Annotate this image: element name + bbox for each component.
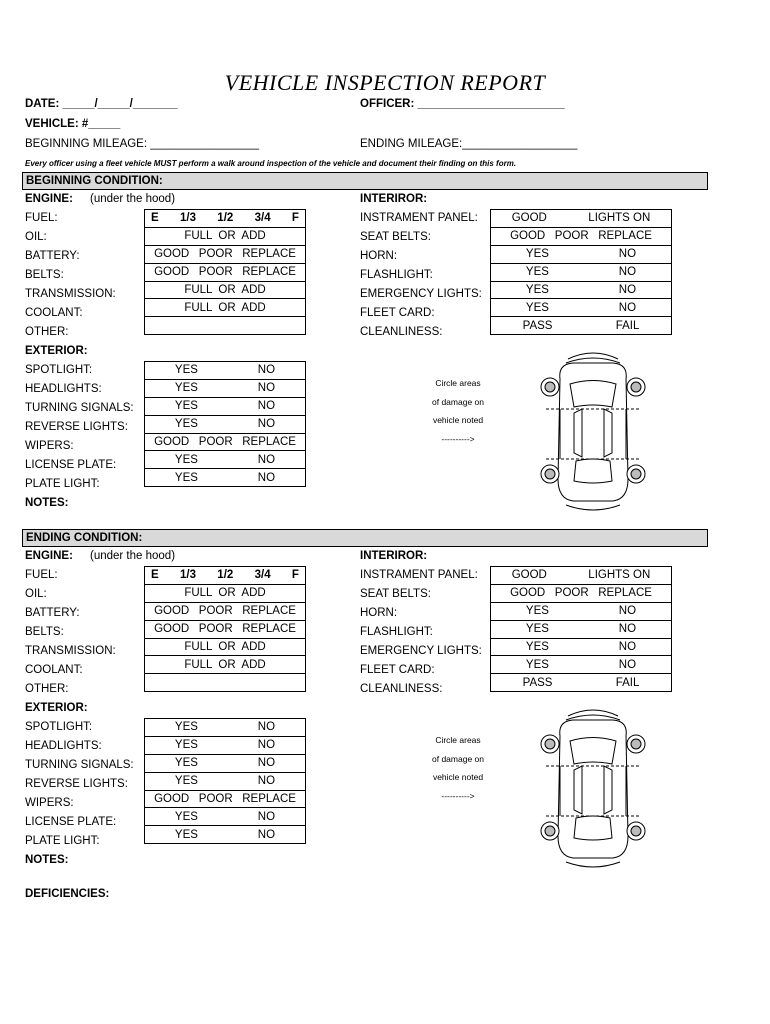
engine-row-label: OIL:: [25, 231, 47, 243]
exterior-table: [144, 361, 306, 487]
table-row: [145, 469, 306, 487]
interior-row-label: CLEANLINESS:: [360, 326, 443, 338]
option-label[interactable]: GOOD POOR REPLACE: [154, 248, 296, 261]
option-cell[interactable]: [145, 620, 306, 638]
option-label[interactable]: FULL OR ADD: [184, 658, 266, 671]
exterior-table: [144, 718, 306, 844]
engine-row-3-options[interactable]: [145, 621, 305, 638]
exterior-row-5-options[interactable]: [145, 808, 305, 825]
diagram-instruction-text: vehicle noted: [432, 772, 484, 782]
engine-sub-label: (under the hood): [90, 193, 176, 205]
interior-row-label: INSTRAMENT PANEL:: [360, 212, 478, 224]
option-label[interactable]: NO: [257, 775, 276, 788]
option-label[interactable]: FAIL: [615, 319, 640, 332]
diagram-instruction-text: vehicle noted: [432, 415, 484, 425]
vehicle-field[interactable]: VEHICLE: #_____: [25, 118, 121, 130]
option-cell[interactable]: [491, 299, 672, 317]
date-field[interactable]: DATE: _____/_____/_______: [25, 98, 178, 110]
option-label[interactable]: YES: [525, 623, 549, 636]
exterior-row-1-options[interactable]: [145, 737, 305, 754]
table-row: [145, 772, 306, 790]
option-label[interactable]: PASS: [522, 676, 553, 689]
option-cell[interactable]: [145, 451, 306, 469]
table-row: [145, 245, 306, 263]
option-label[interactable]: NO: [257, 471, 276, 484]
engine-row-label: COOLANT:: [25, 307, 83, 319]
option-label[interactable]: NO: [257, 418, 276, 431]
engine-table: [144, 209, 306, 335]
option-cell[interactable]: [145, 317, 306, 335]
notes-label: NOTES:: [25, 497, 69, 509]
deficiencies-label: DEFICIENCIES:: [25, 888, 110, 900]
engine-label: ENGINE:: [25, 550, 73, 562]
engine-row-label: BATTERY:: [25, 607, 80, 619]
engine-row-0-options[interactable]: [145, 567, 305, 584]
engine-row-1-options[interactable]: [145, 585, 305, 602]
engine-row-label: BELTS:: [25, 626, 64, 638]
option-label[interactable]: NO: [257, 400, 276, 413]
interior-row-6-options[interactable]: [491, 317, 671, 334]
exterior-row-6-options[interactable]: [145, 826, 305, 843]
interior-row-1-options[interactable]: [491, 585, 671, 602]
option-cell[interactable]: [145, 299, 306, 317]
table-row: [145, 433, 306, 451]
option-label[interactable]: YES: [174, 739, 198, 752]
option-label[interactable]: YES: [174, 757, 198, 770]
option-label[interactable]: 3/4: [254, 212, 271, 225]
engine-row-label: FUEL:: [25, 569, 58, 581]
exterior-row-0-options[interactable]: [145, 719, 305, 736]
option-label[interactable]: FULL OR ADD: [184, 284, 266, 296]
interior-row-0-options[interactable]: [491, 567, 671, 584]
engine-label: ENGINE:: [25, 193, 73, 205]
vehicle-diagram[interactable]: [538, 706, 648, 874]
interior-row-label: SEAT BELTS:: [360, 231, 431, 243]
engine-row-label: BELTS:: [25, 269, 64, 281]
exterior-label: EXTERIOR:: [25, 702, 88, 714]
diagram-instruction-text: ---------->: [441, 433, 475, 444]
interior-row-label: INSTRAMENT PANEL:: [360, 569, 478, 581]
table-row: [491, 638, 672, 656]
engine-table: [144, 566, 306, 692]
option-cell[interactable]: [491, 567, 672, 585]
ending-mileage-field[interactable]: ENDING MILEAGE:__________________: [360, 138, 578, 150]
option-label[interactable]: GOOD POOR REPLACE: [510, 230, 652, 243]
option-cell[interactable]: [145, 263, 306, 281]
engine-row-3-options[interactable]: [145, 264, 305, 281]
exterior-row-4-options[interactable]: [145, 791, 305, 808]
exterior-label: EXTERIOR:: [25, 345, 88, 357]
interior-row-label: FLASHLIGHT:: [360, 626, 433, 638]
engine-row-5-options[interactable]: [145, 299, 305, 316]
option-label[interactable]: FAIL: [615, 676, 640, 689]
engine-row-label: OIL:: [25, 588, 47, 600]
table-row: [491, 317, 672, 335]
option-label[interactable]: FULL OR ADD: [184, 301, 266, 314]
option-label[interactable]: YES: [525, 658, 549, 671]
table-row: [145, 227, 306, 245]
engine-row-2-options[interactable]: [145, 603, 305, 620]
engine-row-5-options[interactable]: [145, 656, 305, 673]
option-label[interactable]: NO: [618, 266, 637, 279]
option-label[interactable]: NO: [618, 658, 637, 671]
table-row: [491, 656, 672, 674]
exterior-row-label: TURNING SIGNALS:: [25, 402, 134, 414]
option-cell[interactable]: [491, 245, 672, 263]
option-cell[interactable]: [491, 674, 672, 692]
option-label[interactable]: YES: [174, 364, 198, 377]
instruction-text: Every officer using a fleet vehicle MUST perform a walk around inspection of the vehicle and document their finding on this form.: [25, 159, 517, 168]
interior-row-label: FLASHLIGHT:: [360, 269, 433, 281]
exterior-row-2-options[interactable]: [145, 755, 305, 772]
table-row: [491, 245, 672, 263]
exterior-row-label: LICENSE PLATE:: [25, 459, 117, 471]
interior-row-2-options[interactable]: [491, 603, 671, 620]
exterior-row-6-options[interactable]: [145, 469, 305, 486]
option-cell[interactable]: [491, 210, 672, 228]
table-row: [145, 299, 306, 317]
option-label[interactable]: GOOD: [511, 569, 547, 582]
option-cell[interactable]: [145, 210, 306, 228]
diagram-instruction-text: of damage on: [432, 396, 484, 407]
table-row: [145, 281, 306, 299]
option-label[interactable]: NO: [618, 284, 637, 296]
diagram-instruction-text: of damage on: [432, 753, 484, 764]
option-cell[interactable]: [491, 602, 672, 620]
interior-row-label: FLEET CARD:: [360, 307, 435, 319]
table-row: [145, 397, 306, 415]
interior-row-label: EMERGENCY LIGHTS:: [360, 288, 482, 300]
option-label[interactable]: FULL OR ADD: [184, 587, 266, 600]
exterior-row-label: SPOTLIGHT:: [25, 364, 93, 376]
interior-row-4-options[interactable]: [491, 639, 671, 656]
table-row: [145, 451, 306, 469]
section-header-bar: [22, 529, 708, 547]
table-row: [145, 210, 306, 228]
exterior-row-label: SPOTLIGHT:: [25, 721, 93, 733]
option-cell[interactable]: [145, 433, 306, 451]
option-label[interactable]: FULL OR ADD: [184, 641, 266, 653]
engine-row-4-options[interactable]: [145, 282, 305, 299]
option-label[interactable]: 1/2: [217, 212, 234, 225]
engine-row-label: TRANSMISSION:: [25, 645, 116, 657]
table-row: [145, 415, 306, 433]
interior-row-5-options[interactable]: [491, 299, 671, 316]
option-label[interactable]: GOOD POOR REPLACE: [510, 587, 652, 600]
option-cell[interactable]: [145, 362, 306, 380]
engine-row-label: OTHER:: [25, 326, 69, 338]
option-cell[interactable]: [145, 674, 306, 692]
table-row: [145, 656, 306, 674]
interior-label: INTERIROR:: [360, 550, 428, 562]
option-label[interactable]: GOOD POOR REPLACE: [154, 436, 296, 448]
exterior-row-2-options[interactable]: [145, 398, 305, 415]
table-row: [145, 736, 306, 754]
option-cell[interactable]: [145, 602, 306, 620]
table-row: [491, 567, 672, 585]
option-label[interactable]: 1/3: [179, 212, 196, 225]
engine-row-1-options[interactable]: [145, 228, 305, 245]
option-label[interactable]: GOOD POOR REPLACE: [154, 623, 296, 636]
option-cell[interactable]: [145, 826, 306, 844]
interior-table: [490, 566, 672, 692]
interior-table: [490, 209, 672, 335]
option-label[interactable]: GOOD POOR REPLACE: [154, 266, 296, 279]
table-row: [145, 379, 306, 397]
table-row: [491, 227, 672, 245]
option-cell[interactable]: [145, 584, 306, 602]
table-row: [145, 362, 306, 380]
option-cell[interactable]: [145, 245, 306, 263]
exterior-row-4-options[interactable]: [145, 434, 305, 451]
exterior-row-label: REVERSE LIGHTS:: [25, 778, 128, 790]
option-label[interactable]: YES: [174, 810, 198, 823]
option-label[interactable]: GOOD: [511, 212, 547, 225]
interior-row-label: CLEANLINESS:: [360, 683, 443, 695]
option-cell[interactable]: [145, 469, 306, 487]
option-label[interactable]: GOOD POOR REPLACE: [154, 605, 296, 618]
option-label[interactable]: NO: [257, 757, 276, 770]
page-title: VEHICLE INSPECTION REPORT: [224, 70, 546, 95]
interior-row-0-options[interactable]: [491, 210, 671, 227]
exterior-row-label: WIPERS:: [25, 797, 74, 809]
option-label[interactable]: E: [151, 212, 159, 225]
engine-row-2-options[interactable]: [145, 246, 305, 263]
option-cell[interactable]: [145, 656, 306, 674]
option-cell[interactable]: [491, 620, 672, 638]
notes-label: NOTES:: [25, 854, 69, 866]
option-cell[interactable]: [145, 808, 306, 826]
option-cell[interactable]: [491, 584, 672, 602]
exterior-row-1-options[interactable]: [145, 380, 305, 397]
exterior-row-3-options[interactable]: [145, 416, 305, 433]
table-row: [145, 638, 306, 656]
table-row: [491, 620, 672, 638]
interior-row-label: HORN:: [360, 250, 398, 262]
option-cell[interactable]: [145, 227, 306, 245]
option-label[interactable]: NO: [618, 623, 637, 636]
table-row: [145, 674, 306, 692]
option-cell[interactable]: [145, 638, 306, 656]
interior-label: INTERIROR:: [360, 193, 428, 205]
table-row: [145, 719, 306, 737]
diagram-instruction-text: ---------->: [441, 790, 475, 801]
engine-sub-label: (under the hood): [90, 550, 176, 562]
option-label[interactable]: YES: [174, 471, 198, 484]
option-cell[interactable]: [145, 736, 306, 754]
interior-row-5-options[interactable]: [491, 656, 671, 673]
option-label[interactable]: NO: [618, 605, 637, 618]
exterior-row-label: HEADLIGHTS:: [25, 740, 102, 752]
table-row: [491, 602, 672, 620]
option-label[interactable]: F: [291, 212, 299, 225]
option-label[interactable]: YES: [525, 641, 549, 653]
interior-row-1-options[interactable]: [491, 228, 671, 245]
section-header-bar: [22, 172, 708, 190]
engine-row-label: BATTERY:: [25, 250, 80, 262]
exterior-row-label: HEADLIGHTS:: [25, 383, 102, 395]
section-heading: ENDING CONDITION:: [26, 532, 143, 544]
option-label[interactable]: NO: [618, 301, 637, 314]
option-label[interactable]: YES: [174, 775, 198, 788]
option-cell[interactable]: [145, 379, 306, 397]
option-cell[interactable]: [145, 790, 306, 808]
vehicle-diagram[interactable]: [538, 349, 648, 517]
option-cell[interactable]: [145, 415, 306, 433]
option-cell[interactable]: [491, 281, 672, 299]
table-row: [145, 602, 306, 620]
table-row: [491, 281, 672, 299]
option-label[interactable]: NO: [257, 453, 276, 466]
option-label[interactable]: YES: [174, 382, 198, 395]
option-cell[interactable]: [145, 772, 306, 790]
interior-row-2-options[interactable]: [491, 246, 671, 263]
option-label[interactable]: YES: [525, 605, 549, 618]
option-label[interactable]: NO: [257, 810, 276, 823]
table-row: [491, 263, 672, 281]
option-cell[interactable]: [491, 317, 672, 335]
engine-row-6-options[interactable]: [145, 317, 305, 334]
engine-row-label: TRANSMISSION:: [25, 288, 116, 300]
beginning-mileage-field[interactable]: BEGINNING MILEAGE: _________________: [25, 138, 259, 150]
table-row: [145, 754, 306, 772]
option-label[interactable]: NO: [618, 248, 637, 261]
exterior-row-label: PLATE LIGHT:: [25, 835, 100, 847]
option-label[interactable]: PASS: [522, 319, 553, 332]
table-row: [145, 826, 306, 844]
option-label[interactable]: NO: [257, 739, 276, 752]
exterior-row-label: PLATE LIGHT:: [25, 478, 100, 490]
option-label[interactable]: NO: [257, 721, 276, 734]
section-heading: BEGINNING CONDITION:: [26, 175, 163, 187]
interior-row-label: EMERGENCY LIGHTS:: [360, 645, 482, 657]
interior-row-3-options[interactable]: [491, 264, 671, 281]
engine-row-0-options[interactable]: [145, 210, 305, 227]
engine-row-4-options[interactable]: [145, 639, 305, 656]
table-row: [145, 808, 306, 826]
table-row: [491, 210, 672, 228]
option-label[interactable]: F: [291, 569, 299, 582]
exterior-row-3-options[interactable]: [145, 773, 305, 790]
option-label[interactable]: GOOD POOR REPLACE: [154, 793, 296, 805]
option-cell[interactable]: [491, 263, 672, 281]
engine-row-label: FUEL:: [25, 212, 58, 224]
interior-row-label: FLEET CARD:: [360, 664, 435, 676]
table-row: [145, 620, 306, 638]
option-label[interactable]: 1/2: [217, 569, 234, 582]
exterior-row-label: WIPERS:: [25, 440, 74, 452]
table-row: [145, 790, 306, 808]
option-label[interactable]: NO: [257, 364, 276, 377]
option-label[interactable]: YES: [525, 248, 549, 261]
option-label[interactable]: YES: [525, 301, 549, 314]
option-label[interactable]: YES: [174, 828, 198, 841]
table-row: [145, 317, 306, 335]
option-label[interactable]: YES: [174, 400, 198, 413]
exterior-row-0-options[interactable]: [145, 362, 305, 379]
table-row: [491, 584, 672, 602]
option-cell[interactable]: [145, 397, 306, 415]
option-cell[interactable]: [491, 656, 672, 674]
option-cell[interactable]: [145, 281, 306, 299]
table-row: [145, 567, 306, 585]
option-cell[interactable]: [145, 567, 306, 585]
option-label[interactable]: YES: [525, 266, 549, 279]
option-cell[interactable]: [491, 638, 672, 656]
option-label[interactable]: LIGHTS ON: [588, 212, 651, 225]
officer-field[interactable]: OFFICER: _______________________: [360, 98, 565, 110]
diagram-instruction-text: Circle areas: [435, 735, 481, 745]
engine-row-6-options[interactable]: [145, 674, 305, 691]
engine-row-label: COOLANT:: [25, 664, 83, 676]
table-row: [491, 299, 672, 317]
option-label[interactable]: YES: [174, 721, 198, 734]
interior-row-6-options[interactable]: [491, 674, 671, 691]
option-label[interactable]: YES: [174, 453, 198, 466]
option-label[interactable]: E: [151, 569, 159, 582]
option-label[interactable]: LIGHTS ON: [588, 569, 651, 582]
option-label[interactable]: FULL OR ADD: [184, 230, 266, 243]
exterior-row-label: TURNING SIGNALS:: [25, 759, 134, 771]
option-cell[interactable]: [145, 754, 306, 772]
option-label[interactable]: YES: [525, 284, 549, 296]
option-label[interactable]: YES: [174, 418, 198, 431]
option-cell[interactable]: [145, 719, 306, 737]
option-label[interactable]: NO: [257, 828, 276, 841]
exterior-row-label: LICENSE PLATE:: [25, 816, 117, 828]
option-label[interactable]: NO: [257, 382, 276, 395]
option-label[interactable]: NO: [618, 641, 637, 653]
interior-row-4-options[interactable]: [491, 282, 671, 299]
option-cell[interactable]: [491, 227, 672, 245]
interior-row-3-options[interactable]: [491, 621, 671, 638]
interior-row-label: HORN:: [360, 607, 398, 619]
table-row: [145, 584, 306, 602]
exterior-row-5-options[interactable]: [145, 451, 305, 468]
interior-row-label: SEAT BELTS:: [360, 588, 431, 600]
option-label[interactable]: 1/3: [179, 569, 196, 582]
table-row: [145, 263, 306, 281]
exterior-row-label: REVERSE LIGHTS:: [25, 421, 128, 433]
option-label[interactable]: 3/4: [254, 569, 271, 582]
table-row: [491, 674, 672, 692]
diagram-instruction-text: Circle areas: [435, 378, 481, 388]
engine-row-label: OTHER:: [25, 683, 69, 695]
